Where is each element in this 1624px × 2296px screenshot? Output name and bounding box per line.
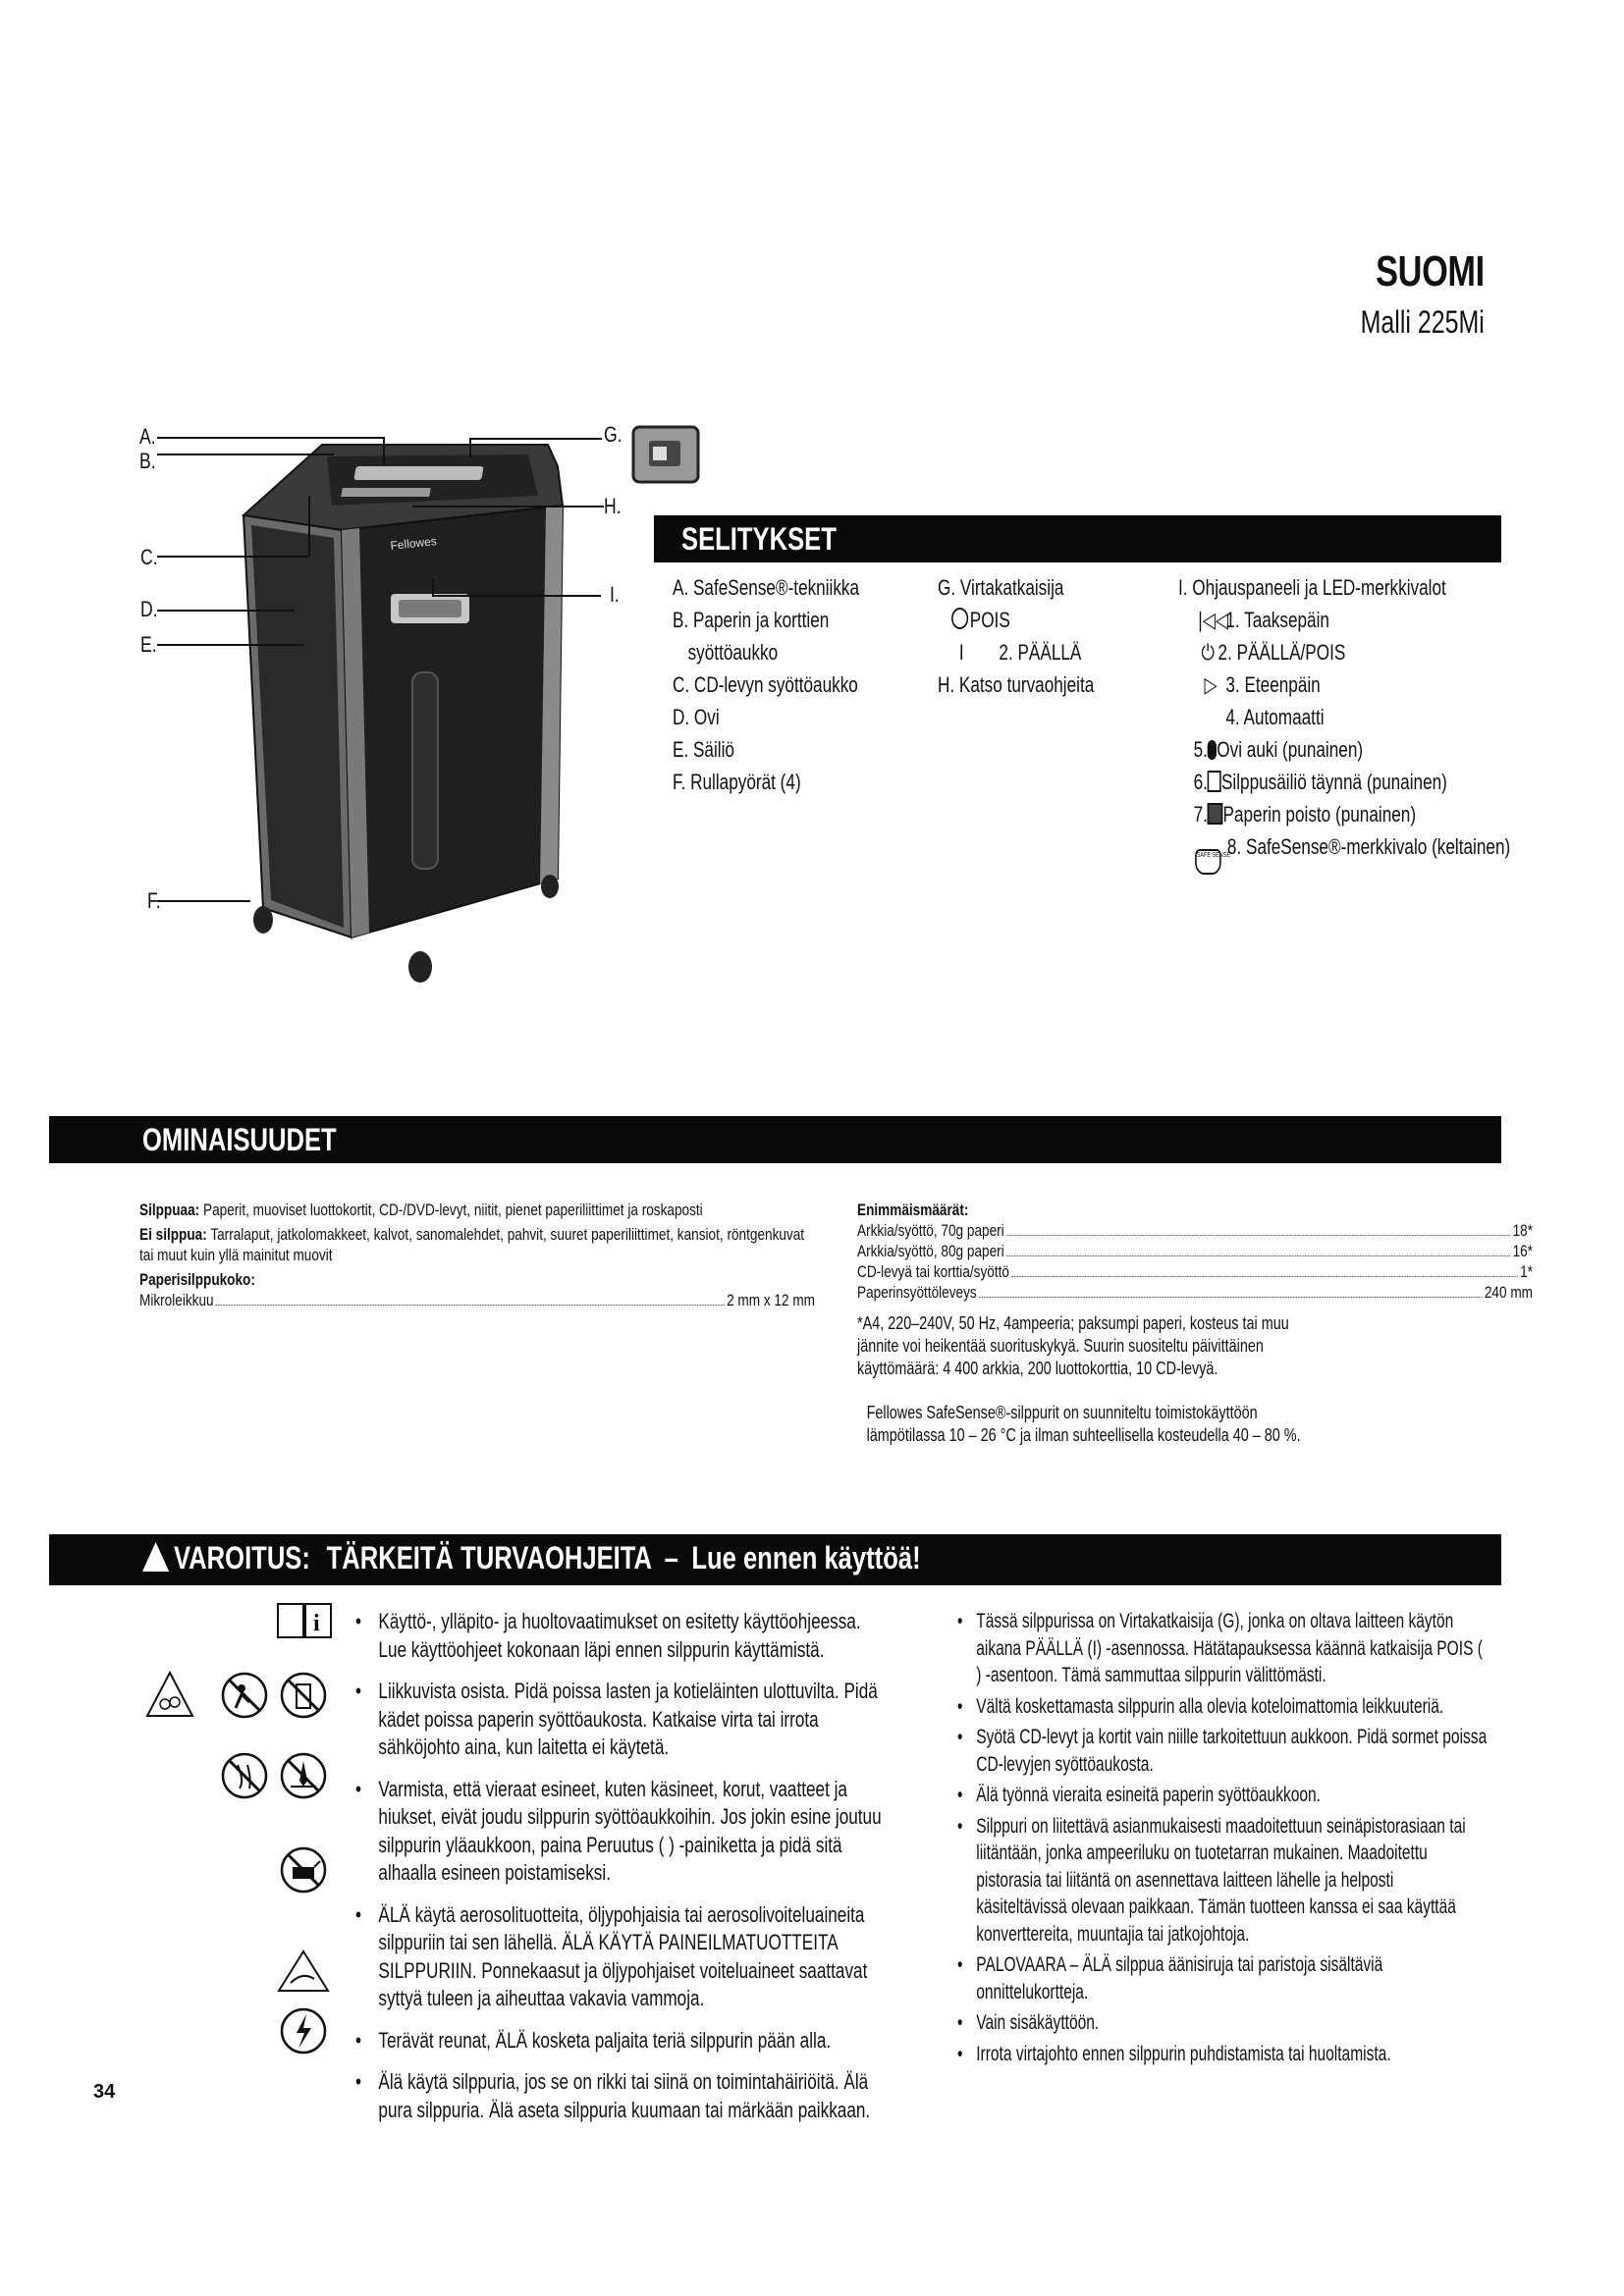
warning-item: • Varmista, että vieraat esineet, kuten käsineet, korut, vaatteet ja hiukset, eivät joudu silppurin syöttöaukkoihin. Jos jokin esine joutuu silppurin yläaukkoon, paina Peruutus ( ) -painiketta ja pidä sitä alhaalla esineen poistamiseksi.: [355, 1776, 892, 1888]
power-on-symbol: I: [958, 640, 964, 665]
paperisilppukoko-value: 2 mm x 12 mm: [727, 1291, 815, 1309]
max-row: [857, 1282, 1533, 1303]
warning-item: • Älä työnnä vieraita esineitä paperin syöttöaukkoon.: [957, 1782, 1488, 1809]
selitykset-header: [654, 515, 1501, 562]
power-off-icon: [951, 608, 968, 629]
legend-f: F. Rullapyörät (4): [673, 770, 801, 794]
max-value: 1*: [1520, 1262, 1533, 1281]
legend-i8: 8. SafeSense®-merkkivalo (keltainen): [1226, 834, 1511, 859]
safesense-icon: SAFE SENSE: [1195, 849, 1221, 875]
electric-hazard-icon: [279, 2006, 328, 2056]
legend-i5: Ovi auki (punainen): [1217, 737, 1364, 762]
paper-jam-icon: [1208, 803, 1223, 825]
brand-logo: Fellowes: [389, 534, 438, 553]
warning-item: • Terävät reunat, ÄLÄ kosketa paljaita teriä silppurin pään alla.: [355, 2027, 892, 2056]
max-note-1: *A4, 220–240V, 50 Hz, 4ampeeria; paksumpi paperi, kosteus tai muu jännite voi heikentää suorituskykyä. Suurin suositeltu päivittäinen käyttömäärä: 4 400 arkkia, 200 luottokorttia, 10 CD-levyä.: [857, 1313, 1289, 1378]
max-row: [857, 1220, 1533, 1241]
selitykset-title: SELITYKSET: [681, 521, 837, 557]
max-value: 16*: [1512, 1242, 1533, 1260]
no-hands-icon: [279, 1671, 328, 1720]
max-key: Arkkia/syöttö, 70g paperi: [857, 1221, 1004, 1240]
legend-b: B. Paperin ja korttien: [673, 608, 830, 632]
legend-i6-num: 6.: [1193, 770, 1208, 794]
warning-item: • Vältä koskettamasta silppurin alla olevia koteloimattomia leikkuuteriä.: [957, 1693, 1488, 1721]
legend-a: A. SafeSense®-tekniikka: [673, 575, 860, 600]
legend-i2: 2. PÄÄLLÄ/POIS: [1218, 640, 1346, 665]
warning-item: • Silppuri on liitettävä asianmukaisesti maadoitettuun seinäpistorasiaan tai liitäntään, jonka ampeeriluku on tuotetarran mukainen. Maadoitettu pistorasia tai liitäntä on asennettava laitteen lähelle ja helposti käsiteltävissä olevaan paikkaan. Tämän tuotteen kanssa ei saa käyttää konverttereita, muuntajia tai jatkojohtoja.: [957, 1813, 1488, 1949]
bin-full-icon: [1208, 771, 1221, 792]
warning-item: • Liikkuvista osista. Pidä poissa lasten ja kotieläinten ulottuvilta. Pidä kädet poissa paperin syöttöaukosta. Katkaise virta tai irrota sähköjohto aina, kun laitetta ei käytetä.: [355, 1678, 892, 1762]
ominaisuudet-title: OMINAISUUDET: [142, 1122, 337, 1157]
varoitus-dash: –: [664, 1540, 678, 1575]
language-title: SUOMI: [1376, 247, 1485, 295]
model-name: Malli 225Mi: [1360, 304, 1485, 340]
max-value: 240 mm: [1484, 1283, 1533, 1302]
legend-i3: 3. Eteenpäin: [1225, 672, 1321, 697]
silppuaa-text: Paperit, muoviset luottokortit, CD-/DVD-levyt, niitit, pienet paperiliittimet ja roskaposti: [203, 1201, 703, 1219]
paperisilppukoko-row: [139, 1290, 815, 1310]
legend-column-2: [938, 571, 1094, 701]
label-i: I.: [610, 582, 620, 607]
page-number: 34: [93, 2081, 116, 2103]
power-switch-detail: [631, 425, 700, 484]
varoitus-sub: Lue ennen käyttöä!: [691, 1540, 921, 1575]
label-h: H.: [604, 494, 622, 518]
silppuaa-label: Silppuaa:: [139, 1201, 200, 1219]
warning-triangle-icon: [142, 1542, 169, 1572]
warning-item: • ÄLÄ käytä aerosolituotteita, öljypohjaisia tai aerosolivoiteluaineita silppuriin tai sen lähellä. ÄLÄ KÄYTÄ PAINEILMATUOTTEITA SILPPURIIN. Ponnekaasut ja öljypohjaiset voiteluaineet saattavat syttyä tuleen ja aiheuttaa vakavia vammoja.: [355, 1901, 892, 2013]
legend-i6: Silppusäiliö täynnä (punainen): [1220, 770, 1447, 794]
legend-i7-num: 7.: [1193, 802, 1208, 827]
warning-item: • Käyttö-, ylläpito- ja huoltovaatimukset on esitetty käyttöohjeessa. Lue käyttöohjeet kokonaan läpi ennen silppurin käyttämistä.: [355, 1608, 892, 1664]
warnings-left: [355, 1608, 892, 2128]
max-key: Arkkia/syöttö, 80g paperi: [857, 1242, 1004, 1260]
ei-silppua-label: Ei silppua:: [139, 1225, 207, 1244]
no-children-icon: [220, 1671, 269, 1720]
label-b: B.: [139, 449, 156, 473]
manual-icon: [277, 1603, 332, 1638]
legend-column-3: [1178, 571, 1510, 863]
legend-i1: 1. Taaksepäin: [1225, 608, 1329, 632]
max-row: [857, 1241, 1533, 1261]
legend-i7: Paperin poisto (punainen): [1222, 802, 1417, 827]
legend-paalla: 2. PÄÄLLÄ: [999, 640, 1082, 665]
max-note-2: Fellowes SafeSense®-silppurit on suunniteltu toimistokäyttöön lämpötilassa 10 – 26 °C ja ilman suhteellisella kosteudella 40 – 80 %.: [866, 1403, 1301, 1445]
ei-silppua-text: Tarralaput, jatkolomakkeet, kalvot, sanomalehdet, pahvit, suuret paperiliittimet, kansiot, röntgenkuvat tai muut kuin yllä mainitut muovit: [139, 1225, 805, 1264]
varoitus-title: TÄRKEITÄ TURVAOHJEITA: [326, 1540, 652, 1575]
label-c: C.: [140, 545, 158, 569]
legend-g: G. Virtakatkaisija: [938, 575, 1064, 600]
legend-b-cont: syöttöaukko: [687, 640, 779, 665]
paperisilppukoko-label: Paperisilppukoko:: [139, 1270, 255, 1289]
svg-text:i: i: [313, 1611, 320, 1636]
warning-item: • Irrota virtajohto ennen silppurin puhdistamista tai huoltamista.: [957, 2041, 1488, 2068]
varoitus-header: [49, 1534, 1501, 1585]
label-g: G.: [604, 422, 623, 447]
no-jewelry-icon: [220, 1751, 269, 1800]
label-e: E.: [140, 632, 157, 657]
shredder-illustration: [234, 437, 577, 987]
legend-i: I. Ohjauspaneeli ja LED-merkkivalot: [1178, 575, 1446, 600]
warning-item: • Vain sisäkäyttöön.: [957, 2009, 1488, 2037]
power-icon: ⏻: [1201, 640, 1215, 665]
silppuaa-line: [139, 1200, 815, 1220]
varoitus-label: VAROITUS:: [174, 1540, 310, 1575]
legend-column-1: [673, 571, 859, 798]
legend-e: E. Säiliö: [673, 737, 734, 762]
warning-item: • Tässä silppurissa on Virtakatkaisija (G), jonka on oltava laitteen käytön aikana PÄÄLLÄ (I) -asennossa. Hätätapauksessa käännä katkaisija POIS ( ) -asentoon. Tämä sammuttaa silppurin välittömästi.: [957, 1608, 1488, 1689]
warnings-right: [957, 1608, 1488, 2071]
no-aerosol-icon: [279, 1845, 328, 1895]
max-key: CD-levyä tai korttia/syöttö: [857, 1262, 1009, 1281]
legend-c: C. CD-levyn syöttöaukko: [673, 672, 858, 697]
warning-item: • Syötä CD-levyt ja kortit vain niille tarkoitettuun aukkoon. Pidä sormet poissa CD-levyjen syöttöaukosta.: [957, 1724, 1488, 1778]
legend-h: H. Katso turvaohjeita: [938, 672, 1095, 697]
warning-item: • Älä käytä silppuria, jos se on rikki tai siinä on toimintahäiriöitä. Älä pura silppuria. Älä aseta silppuria kuumaan tai märkään paikkaan.: [355, 2068, 892, 2124]
legend-pois: POIS: [969, 608, 1010, 632]
max-key: Paperinsyöttöleveys: [857, 1283, 977, 1302]
reverse-icon: |◁◁: [1198, 608, 1229, 632]
label-a: A.: [139, 424, 156, 449]
warning-item: • PALOVAARA – ÄLÄ silppua äänisiruja tai paristoja sisältäviä onnittelukortteja.: [957, 1951, 1488, 2005]
moving-parts-icon: [145, 1671, 194, 1720]
max-row: [857, 1261, 1533, 1282]
ominaisuudet-header: [49, 1116, 1501, 1163]
features-left: [139, 1200, 815, 1310]
legend-i4: 4. Automaatti: [1225, 705, 1325, 729]
door-open-icon: [1208, 740, 1217, 760]
ei-silppua-line: [139, 1224, 815, 1265]
legend-d: D. Ovi: [673, 705, 720, 729]
label-d: D.: [140, 597, 158, 621]
no-ties-icon: [279, 1751, 328, 1800]
forward-icon: ▷: [1204, 672, 1218, 697]
features-right: [857, 1200, 1533, 1447]
sharp-edges-icon: [277, 1949, 330, 1993]
paperisilppukoko-key: Mikroleikkuu: [139, 1291, 214, 1309]
label-f: F.: [147, 888, 161, 913]
legend-i5-num: 5.: [1193, 737, 1208, 762]
max-title: Enimmäismäärät:: [857, 1201, 969, 1219]
max-value: 18*: [1512, 1221, 1533, 1240]
